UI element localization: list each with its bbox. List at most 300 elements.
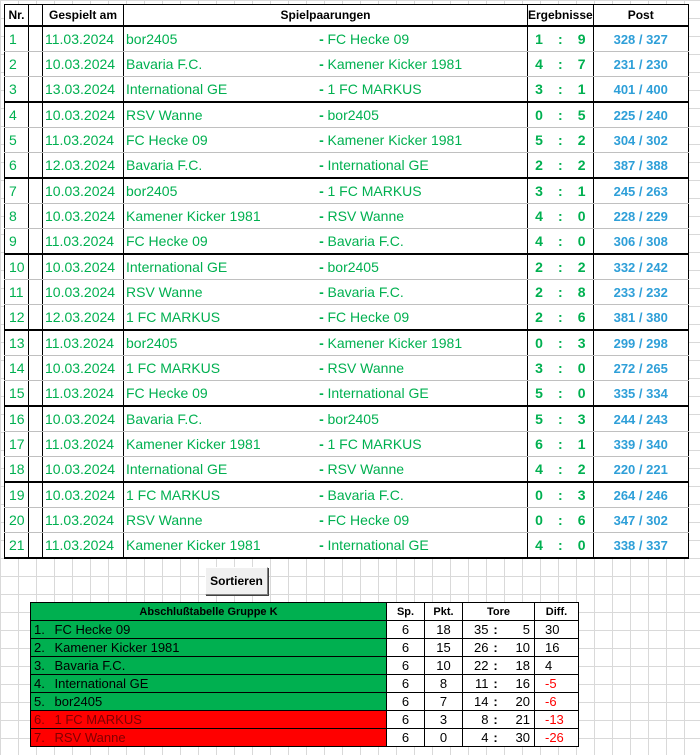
match-dash[interactable]: - [316, 178, 328, 204]
match-date[interactable]: 11.03.2024 [43, 533, 124, 559]
match-row [5, 457, 689, 483]
match-away-team[interactable]: Kamener Kicker 1981 [328, 128, 528, 153]
match-nr[interactable]: 5 [5, 128, 29, 153]
match-away-goals[interactable]: 9 [571, 26, 594, 52]
match-away-goals[interactable]: 3 [571, 482, 594, 508]
match-away-team[interactable]: bor2405 [328, 254, 528, 280]
match-dash[interactable]: - [316, 305, 328, 331]
match-home-team[interactable]: Kamener Kicker 1981 [124, 533, 316, 559]
standing-team[interactable]: Bavaria F.C. [53, 657, 387, 675]
match-score-separator[interactable]: : [550, 26, 571, 52]
match-away-team[interactable]: FC Hecke 09 [328, 508, 528, 533]
standing-goals-against[interactable]: 20 [501, 693, 535, 711]
standing-games[interactable]: 6 [387, 693, 425, 711]
match-post[interactable]: 304 / 302 [593, 128, 688, 153]
match-row [5, 52, 689, 77]
match-blank[interactable] [29, 305, 43, 331]
match-home-team[interactable]: RSV Wanne [124, 280, 316, 305]
match-date[interactable]: 10.03.2024 [43, 482, 124, 508]
match-dash[interactable]: - [316, 508, 328, 533]
match-home-goals[interactable]: 0 [528, 508, 551, 533]
match-score-separator[interactable]: : [550, 280, 571, 305]
match-blank[interactable] [29, 457, 43, 483]
match-row [5, 254, 689, 280]
standing-team[interactable]: International GE [53, 675, 387, 693]
match-dash[interactable]: - [316, 432, 328, 457]
standing-goals-against[interactable]: 5 [501, 621, 535, 639]
standing-points[interactable]: 7 [425, 693, 463, 711]
match-post[interactable]: 220 / 221 [593, 457, 688, 483]
match-blank[interactable] [29, 102, 43, 128]
match-away-goals[interactable]: 0 [571, 381, 594, 407]
match-home-goals[interactable]: 4 [528, 52, 551, 77]
standing-goals-for[interactable]: 14 [463, 693, 491, 711]
standing-diff[interactable]: 4 [535, 657, 579, 675]
standing-rank[interactable]: 7. [31, 729, 53, 747]
match-nr[interactable]: 14 [5, 356, 29, 381]
match-home-goals[interactable]: 2 [528, 254, 551, 280]
match-score-separator[interactable]: : [550, 305, 571, 331]
match-score-separator[interactable]: : [550, 128, 571, 153]
match-row [5, 229, 689, 255]
standings-header-diff: Diff. [535, 603, 579, 621]
match-home-team[interactable]: Bavaria F.C. [124, 153, 316, 179]
match-score-separator[interactable]: : [550, 482, 571, 508]
standing-rank[interactable]: 2. [31, 639, 53, 657]
match-home-team[interactable]: Kamener Kicker 1981 [124, 204, 316, 229]
standing-goals-separator[interactable]: : [491, 657, 501, 675]
standing-goals-for[interactable]: 35 [463, 621, 491, 639]
match-post[interactable]: 328 / 327 [593, 26, 688, 52]
match-nr[interactable]: 18 [5, 457, 29, 483]
standing-goals-separator[interactable]: : [491, 639, 501, 657]
match-dash[interactable]: - [316, 204, 328, 229]
match-away-team[interactable]: FC Hecke 09 [328, 305, 528, 331]
match-nr[interactable]: 10 [5, 254, 29, 280]
standing-points[interactable]: 3 [425, 711, 463, 729]
match-blank[interactable] [29, 432, 43, 457]
match-nr[interactable]: 7 [5, 178, 29, 204]
standing-row [31, 639, 579, 657]
match-row [5, 533, 689, 559]
match-date[interactable]: 10.03.2024 [43, 102, 124, 128]
standing-games[interactable]: 6 [387, 621, 425, 639]
match-away-team[interactable]: RSV Wanne [328, 204, 528, 229]
match-away-goals[interactable]: 2 [571, 153, 594, 179]
match-blank[interactable] [29, 254, 43, 280]
match-dash[interactable]: - [316, 482, 328, 508]
match-home-team[interactable]: bor2405 [124, 178, 316, 204]
match-away-team[interactable]: Kamener Kicker 1981 [328, 52, 528, 77]
standing-goals-for[interactable]: 8 [463, 711, 491, 729]
standing-rank[interactable]: 4. [31, 675, 53, 693]
match-away-goals[interactable]: 0 [571, 204, 594, 229]
match-score-separator[interactable]: : [550, 381, 571, 407]
match-row [5, 153, 689, 179]
match-away-goals[interactable]: 6 [571, 508, 594, 533]
match-dash[interactable]: - [316, 26, 328, 52]
standings-body [31, 621, 579, 747]
match-nr[interactable]: 15 [5, 381, 29, 407]
match-nr[interactable]: 1 [5, 26, 29, 52]
match-home-team[interactable]: Kamener Kicker 1981 [124, 432, 316, 457]
match-dash[interactable]: - [316, 356, 328, 381]
match-row [5, 406, 689, 432]
match-nr[interactable]: 3 [5, 77, 29, 103]
match-dash[interactable]: - [316, 533, 328, 559]
standing-goals-against[interactable]: 16 [501, 675, 535, 693]
match-post[interactable]: 233 / 232 [593, 280, 688, 305]
standing-points[interactable]: 8 [425, 675, 463, 693]
match-post[interactable]: 387 / 388 [593, 153, 688, 179]
match-home-team[interactable]: 1 FC MARKUS [124, 356, 316, 381]
match-away-goals[interactable]: 0 [571, 356, 594, 381]
match-away-team[interactable]: International GE [328, 381, 528, 407]
match-away-team[interactable]: Bavaria F.C. [328, 280, 528, 305]
match-away-team[interactable]: 1 FC MARKUS [328, 77, 528, 103]
standing-row [31, 711, 579, 729]
match-away-goals[interactable]: 0 [571, 533, 594, 559]
match-away-team[interactable]: FC Hecke 09 [328, 26, 528, 52]
match-away-team[interactable]: 1 FC MARKUS [328, 178, 528, 204]
match-dash[interactable]: - [316, 77, 328, 103]
match-row [5, 102, 689, 128]
match-row [5, 305, 689, 331]
match-post[interactable]: 245 / 263 [593, 178, 688, 204]
standing-goals-separator[interactable]: : [491, 729, 501, 747]
match-away-goals[interactable]: 5 [571, 102, 594, 128]
match-home-team[interactable]: International GE [124, 77, 316, 103]
match-row [5, 204, 689, 229]
match-home-team[interactable]: Bavaria F.C. [124, 52, 316, 77]
standing-goals-against[interactable]: 21 [501, 711, 535, 729]
match-away-team[interactable]: International GE [328, 153, 528, 179]
match-dash[interactable]: - [316, 330, 328, 356]
match-blank[interactable] [29, 406, 43, 432]
match-home-team[interactable]: International GE [124, 254, 316, 280]
match-home-team[interactable]: bor2405 [124, 330, 316, 356]
match-score-separator[interactable]: : [550, 204, 571, 229]
match-nr[interactable]: 19 [5, 482, 29, 508]
match-post[interactable]: 299 / 298 [593, 330, 688, 356]
match-dash[interactable]: - [316, 102, 328, 128]
match-blank[interactable] [29, 508, 43, 533]
match-home-team[interactable]: FC Hecke 09 [124, 229, 316, 255]
standing-diff[interactable]: 30 [535, 621, 579, 639]
standing-row [31, 657, 579, 675]
match-home-goals[interactable]: 4 [528, 204, 551, 229]
standings-header-points: Pkt. [425, 603, 463, 621]
match-home-goals[interactable]: 2 [528, 305, 551, 331]
match-score-separator[interactable]: : [550, 356, 571, 381]
match-away-goals[interactable]: 3 [571, 406, 594, 432]
match-post[interactable]: 264 / 246 [593, 482, 688, 508]
match-nr[interactable]: 13 [5, 330, 29, 356]
match-row [5, 381, 689, 407]
match-blank[interactable] [29, 204, 43, 229]
standing-row [31, 729, 579, 747]
match-date[interactable]: 10.03.2024 [43, 457, 124, 483]
match-away-goals[interactable]: 2 [571, 128, 594, 153]
match-away-goals[interactable]: 0 [571, 229, 594, 255]
match-score-separator[interactable]: : [550, 457, 571, 483]
match-home-goals[interactable]: 3 [528, 178, 551, 204]
match-away-team[interactable]: Bavaria F.C. [328, 482, 528, 508]
match-post[interactable]: 347 / 302 [593, 508, 688, 533]
match-away-goals[interactable]: 2 [571, 254, 594, 280]
match-home-team[interactable]: 1 FC MARKUS [124, 482, 316, 508]
standing-diff[interactable]: 16 [535, 639, 579, 657]
match-date[interactable]: 10.03.2024 [43, 254, 124, 280]
match-blank[interactable] [29, 356, 43, 381]
standing-team[interactable]: Kamener Kicker 1981 [53, 639, 387, 657]
sort-button[interactable]: Sortieren [205, 567, 268, 595]
match-post[interactable]: 332 / 242 [593, 254, 688, 280]
standing-goals-separator[interactable]: : [491, 711, 501, 729]
match-nr[interactable]: 16 [5, 406, 29, 432]
match-dash[interactable]: - [316, 280, 328, 305]
match-date[interactable]: 10.03.2024 [43, 280, 124, 305]
match-score-separator[interactable]: : [550, 330, 571, 356]
match-home-team[interactable]: Bavaria F.C. [124, 406, 316, 432]
match-post[interactable]: 272 / 265 [593, 356, 688, 381]
match-away-team[interactable]: International GE [328, 533, 528, 559]
match-post[interactable]: 225 / 240 [593, 102, 688, 128]
match-blank[interactable] [29, 280, 43, 305]
standing-diff[interactable]: -26 [535, 729, 579, 747]
match-home-goals[interactable]: 5 [528, 381, 551, 407]
match-score-separator[interactable]: : [550, 178, 571, 204]
match-date[interactable]: 10.03.2024 [43, 204, 124, 229]
standing-games[interactable]: 6 [387, 729, 425, 747]
standing-rank[interactable]: 6. [31, 711, 53, 729]
match-home-team[interactable]: RSV Wanne [124, 102, 316, 128]
standing-points[interactable]: 18 [425, 621, 463, 639]
standing-games[interactable]: 6 [387, 639, 425, 657]
standing-team[interactable]: bor2405 [53, 693, 387, 711]
standing-goals-against[interactable]: 18 [501, 657, 535, 675]
match-dash[interactable]: - [316, 457, 328, 483]
matches-header-row [5, 5, 689, 27]
match-date[interactable]: 11.03.2024 [43, 128, 124, 153]
match-away-goals[interactable]: 3 [571, 330, 594, 356]
match-date[interactable]: 10.03.2024 [43, 52, 124, 77]
match-home-team[interactable]: FC Hecke 09 [124, 381, 316, 407]
match-away-goals[interactable]: 7 [571, 52, 594, 77]
standing-points[interactable]: 10 [425, 657, 463, 675]
match-away-goals[interactable]: 1 [571, 178, 594, 204]
match-home-team[interactable]: International GE [124, 457, 316, 483]
match-date[interactable]: 11.03.2024 [43, 508, 124, 533]
standing-diff[interactable]: -13 [535, 711, 579, 729]
standing-goals-for[interactable]: 22 [463, 657, 491, 675]
standing-rank[interactable]: 5. [31, 693, 53, 711]
standing-points[interactable]: 15 [425, 639, 463, 657]
match-row [5, 178, 689, 204]
match-date[interactable]: 11.03.2024 [43, 229, 124, 255]
match-nr[interactable]: 6 [5, 153, 29, 179]
match-post[interactable]: 381 / 380 [593, 305, 688, 331]
match-row [5, 26, 689, 52]
match-away-goals[interactable]: 6 [571, 305, 594, 331]
match-post[interactable]: 231 / 230 [593, 52, 688, 77]
match-nr[interactable]: 17 [5, 432, 29, 457]
match-score-separator[interactable]: : [550, 102, 571, 128]
match-dash[interactable]: - [316, 229, 328, 255]
match-away-team[interactable]: 1 FC MARKUS [328, 432, 528, 457]
standing-goals-against[interactable]: 30 [501, 729, 535, 747]
match-post[interactable]: 244 / 243 [593, 406, 688, 432]
standing-points[interactable]: 0 [425, 729, 463, 747]
match-home-goals[interactable]: 0 [528, 330, 551, 356]
standing-goals-for[interactable]: 11 [463, 675, 491, 693]
match-post[interactable]: 338 / 337 [593, 533, 688, 559]
standing-games[interactable]: 6 [387, 675, 425, 693]
match-home-goals[interactable]: 2 [528, 153, 551, 179]
standing-team[interactable]: 1 FC MARKUS [53, 711, 387, 729]
match-away-goals[interactable]: 1 [571, 77, 594, 103]
match-date[interactable]: 10.03.2024 [43, 178, 124, 204]
match-nr[interactable]: 9 [5, 229, 29, 255]
match-dash[interactable]: - [316, 128, 328, 153]
match-blank[interactable] [29, 330, 43, 356]
match-score-separator[interactable]: : [550, 77, 571, 103]
standing-goals-separator[interactable]: : [491, 675, 501, 693]
standing-rank[interactable]: 3. [31, 657, 53, 675]
match-away-team[interactable]: bor2405 [328, 406, 528, 432]
standing-games[interactable]: 6 [387, 711, 425, 729]
match-home-team[interactable]: bor2405 [124, 26, 316, 52]
match-score-separator[interactable]: : [550, 229, 571, 255]
match-blank[interactable] [29, 153, 43, 179]
match-date[interactable]: 10.03.2024 [43, 356, 124, 381]
match-post[interactable]: 339 / 340 [593, 432, 688, 457]
match-date[interactable]: 12.03.2024 [43, 153, 124, 179]
match-away-team[interactable]: Bavaria F.C. [328, 229, 528, 255]
match-blank[interactable] [29, 229, 43, 255]
match-score-separator[interactable]: : [550, 406, 571, 432]
standing-diff[interactable]: -6 [535, 693, 579, 711]
match-nr[interactable]: 2 [5, 52, 29, 77]
match-score-separator[interactable]: : [550, 508, 571, 533]
match-away-team[interactable]: RSV Wanne [328, 356, 528, 381]
standings-table [30, 602, 579, 747]
match-score-separator[interactable]: : [550, 52, 571, 77]
match-home-goals[interactable]: 2 [528, 280, 551, 305]
match-away-goals[interactable]: 1 [571, 432, 594, 457]
match-home-team[interactable]: FC Hecke 09 [124, 128, 316, 153]
match-nr[interactable]: 20 [5, 508, 29, 533]
standing-goals-separator[interactable]: : [491, 693, 501, 711]
standing-row [31, 675, 579, 693]
match-home-goals[interactable]: 4 [528, 533, 551, 559]
match-dash[interactable]: - [316, 254, 328, 280]
match-dash[interactable]: - [316, 381, 328, 407]
match-row [5, 482, 689, 508]
standing-team[interactable]: FC Hecke 09 [53, 621, 387, 639]
match-away-goals[interactable]: 8 [571, 280, 594, 305]
match-blank[interactable] [29, 533, 43, 559]
match-away-team[interactable]: RSV Wanne [328, 457, 528, 483]
standing-goals-for[interactable]: 4 [463, 729, 491, 747]
match-home-goals[interactable]: 6 [528, 432, 551, 457]
match-home-goals[interactable]: 0 [528, 482, 551, 508]
matches-table [4, 4, 689, 559]
standing-row [31, 693, 579, 711]
match-score-separator[interactable]: : [550, 533, 571, 559]
match-score-separator[interactable]: : [550, 254, 571, 280]
match-home-team[interactable]: 1 FC MARKUS [124, 305, 316, 331]
match-date[interactable]: 10.03.2024 [43, 406, 124, 432]
header-played: Gespielt am [43, 5, 124, 27]
match-score-separator[interactable]: : [550, 153, 571, 179]
match-blank[interactable] [29, 26, 43, 52]
standing-games[interactable]: 6 [387, 657, 425, 675]
match-blank[interactable] [29, 77, 43, 103]
match-away-team[interactable]: Kamener Kicker 1981 [328, 330, 528, 356]
match-row [5, 356, 689, 381]
match-dash[interactable]: - [316, 406, 328, 432]
match-home-goals[interactable]: 5 [528, 128, 551, 153]
match-blank[interactable] [29, 381, 43, 407]
match-row [5, 77, 689, 103]
match-home-goals[interactable]: 0 [528, 102, 551, 128]
match-dash[interactable]: - [316, 153, 328, 179]
header-post: Post [593, 5, 688, 27]
match-date[interactable]: 12.03.2024 [43, 305, 124, 331]
match-post[interactable]: 306 / 308 [593, 229, 688, 255]
match-nr[interactable]: 21 [5, 533, 29, 559]
match-blank[interactable] [29, 52, 43, 77]
match-home-goals[interactable]: 4 [528, 457, 551, 483]
match-row [5, 432, 689, 457]
match-date[interactable]: 11.03.2024 [43, 432, 124, 457]
match-home-goals[interactable]: 5 [528, 406, 551, 432]
match-blank[interactable] [29, 178, 43, 204]
match-blank[interactable] [29, 482, 43, 508]
standing-team[interactable]: RSV Wanne [53, 729, 387, 747]
standing-goals-for[interactable]: 26 [463, 639, 491, 657]
match-nr[interactable]: 4 [5, 102, 29, 128]
match-home-goals[interactable]: 4 [528, 229, 551, 255]
standing-diff[interactable]: -5 [535, 675, 579, 693]
match-nr[interactable]: 8 [5, 204, 29, 229]
match-date[interactable]: 11.03.2024 [43, 330, 124, 356]
match-home-team[interactable]: RSV Wanne [124, 508, 316, 533]
match-blank[interactable] [29, 128, 43, 153]
header-results: Ergebnisse [528, 5, 594, 27]
match-date[interactable]: 11.03.2024 [43, 381, 124, 407]
standing-row [31, 621, 579, 639]
match-home-goals[interactable]: 3 [528, 77, 551, 103]
match-nr[interactable]: 11 [5, 280, 29, 305]
match-home-goals[interactable]: 3 [528, 356, 551, 381]
match-post[interactable]: 335 / 334 [593, 381, 688, 407]
match-nr[interactable]: 12 [5, 305, 29, 331]
match-post[interactable]: 228 / 229 [593, 204, 688, 229]
standing-goals-against[interactable]: 10 [501, 639, 535, 657]
match-date[interactable]: 11.03.2024 [43, 26, 124, 52]
match-away-goals[interactable]: 2 [571, 457, 594, 483]
match-away-team[interactable]: bor2405 [328, 102, 528, 128]
match-post[interactable]: 401 / 400 [593, 77, 688, 103]
match-date[interactable]: 13.03.2024 [43, 77, 124, 103]
standing-rank[interactable]: 1. [31, 621, 53, 639]
match-dash[interactable]: - [316, 52, 328, 77]
match-score-separator[interactable]: : [550, 432, 571, 457]
standing-goals-separator[interactable]: : [491, 621, 501, 639]
match-home-goals[interactable]: 1 [528, 26, 551, 52]
